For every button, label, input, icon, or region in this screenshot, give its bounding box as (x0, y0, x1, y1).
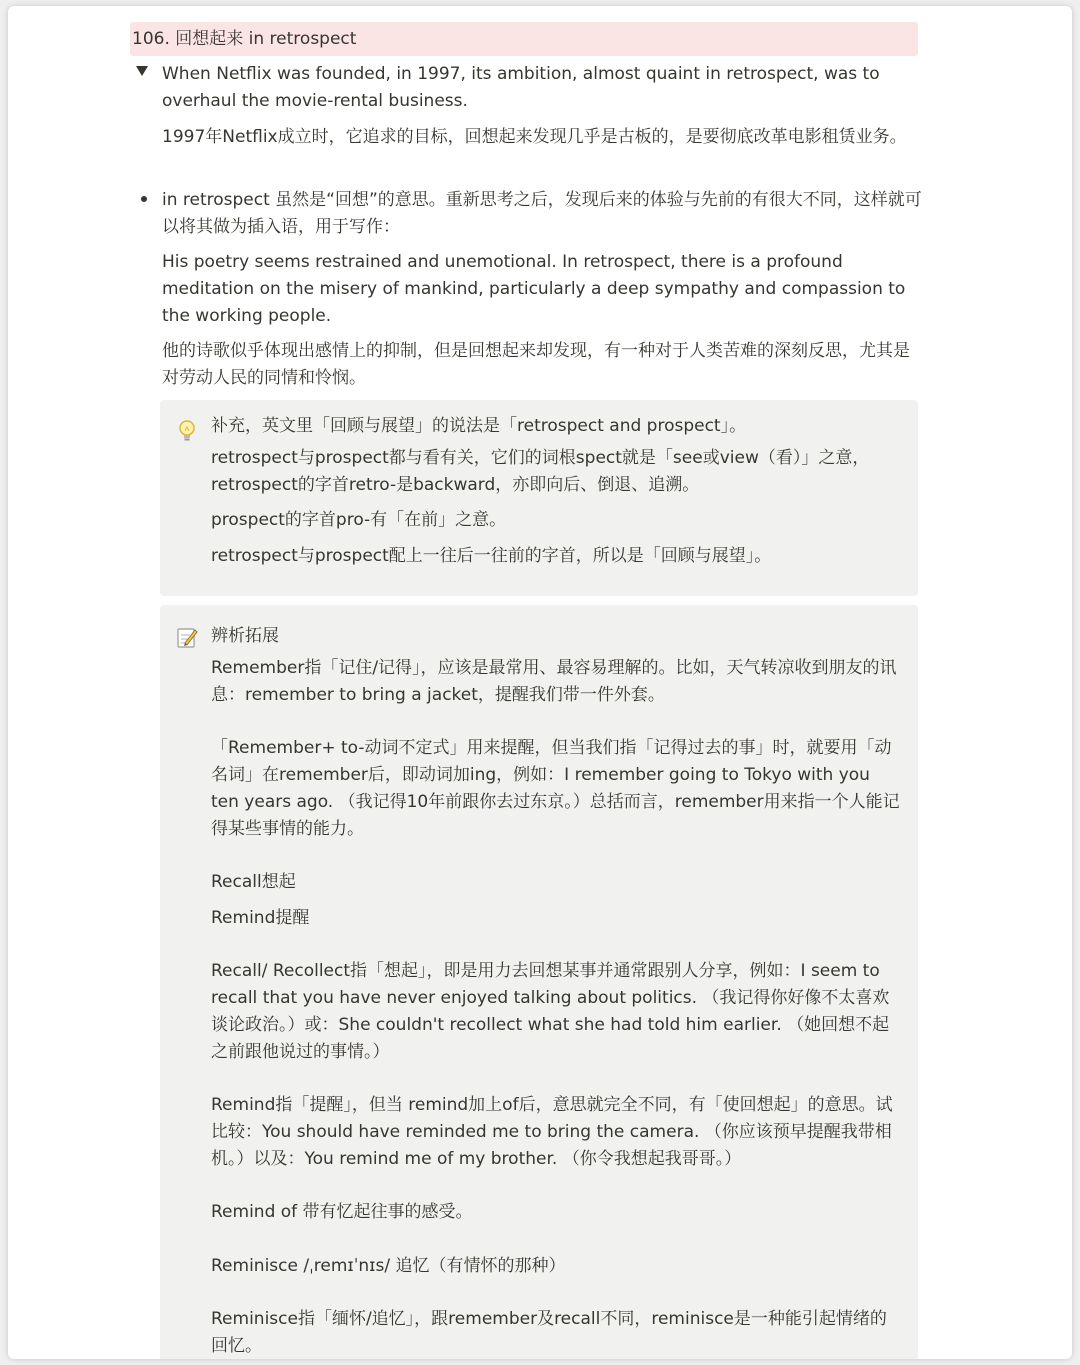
example2-chinese: 他的诗歌似乎体现出感情上的抑制，但是回想起来却发现，有一种对于人类苦难的深刻反思，尤其是对劳动人民的同情和怜悯。 (162, 341, 910, 388)
remind-paragraph: Remind指「提醒」，但当 remind加上of后，意思就完全不同，有「使回想起」的意思。试比较：You should have reminded me to bring the camera. （你应该预早提醒我带相机。）以及：You remind me of my brother. （你令我想起我哥哥。） (211, 1095, 893, 1169)
toggle-triangle-icon[interactable] (136, 66, 148, 76)
analysis-callout (160, 605, 918, 1359)
example2-english: His poetry seems restrained and unemotional. In retrospect, there is a profound meditation on the misery of mankind, particularly a deep sympathy and compassion to the working people. (162, 252, 906, 326)
example1-english: When Netflix was founded, in 1997, its ambition, almost quaint in retrospect, was to overhaul the movie-rental business. (162, 64, 880, 111)
remind-heading: Remind提醒 (211, 908, 310, 928)
lightbulb-icon (176, 419, 198, 443)
example1-chinese: 1997年Netflix成立时，它追求的目标，回想起来发现几乎是古板的，是要彻底改革电影租赁业务。 (162, 127, 907, 147)
page-heading (130, 22, 918, 56)
heading-text: 106. 回想起来 in retrospect (132, 29, 357, 49)
callout-title: 辨析拓展 (211, 626, 279, 646)
supplement-callout (160, 400, 918, 596)
recall-paragraph: Recall/ Recollect指「想起」，即是用力去回想某事并通常跟别人分享，例如：I seem to recall that you have never enjoyed talking about politics. （我记得你好像不太喜欢谈论政治。）或：She couldn't recollect what she had told him earlier. （她回想不起之前跟他说过的事情。） (211, 961, 890, 1062)
remind-of-paragraph: Remind of 带有忆起往事的感受。 (211, 1202, 473, 1222)
callout-line: 补充，英文里「回顾与展望」的说法是「retrospect and prospect」。 (211, 416, 747, 436)
reminisce-heading: Reminisce /ˌremɪˈnɪs/ 追忆（有情怀的那种） (211, 1256, 566, 1276)
reminisce-paragraph: Reminisce指「缅怀/追忆」，跟remember及recall不同，reminisce是一种能引起情绪的回忆。 (211, 1309, 887, 1356)
bullet-dot-icon (141, 196, 147, 202)
recall-heading: Recall想起 (211, 872, 296, 892)
callout-line: retrospect与prospect配上一往后一往前的字首，所以是「回顾与展望」。 (211, 546, 772, 566)
remember-gerund-paragraph: 「Remember+ to-动词不定式」用来提醒，但当我们指「记得过去的事」时，就要用「动名词」在remember后，即动词加ing，例如：I remember going to Tokyo with you ten years ago. （我记得10年前跟你去过东京。）总括而言，remember用来指一个人能记得某些事情的能力。 (211, 738, 900, 839)
callout-line: prospect的字首pro-有「在前」之意。 (211, 510, 507, 530)
remember-paragraph: Remember指「记住/记得」，应该是最常用、最容易理解的。比如，天气转凉收到朋友的讯息：remember to bring a jacket，提醒我们带一件外套。 (211, 658, 897, 705)
memo-icon (176, 625, 198, 649)
callout-line: retrospect与prospect都与看有关，它们的词根spect就是「see或view（看）」之意，retrospect的字首retro-是backward，亦即向后、倒退、追溯。 (211, 448, 870, 495)
notion-page (8, 6, 1072, 1359)
retrospect-note: in retrospect 虽然是“回想”的意思。重新思考之后，发现后来的体验与先前的有很大不同，这样就可以将其做为插入语，用于写作： (162, 190, 922, 237)
